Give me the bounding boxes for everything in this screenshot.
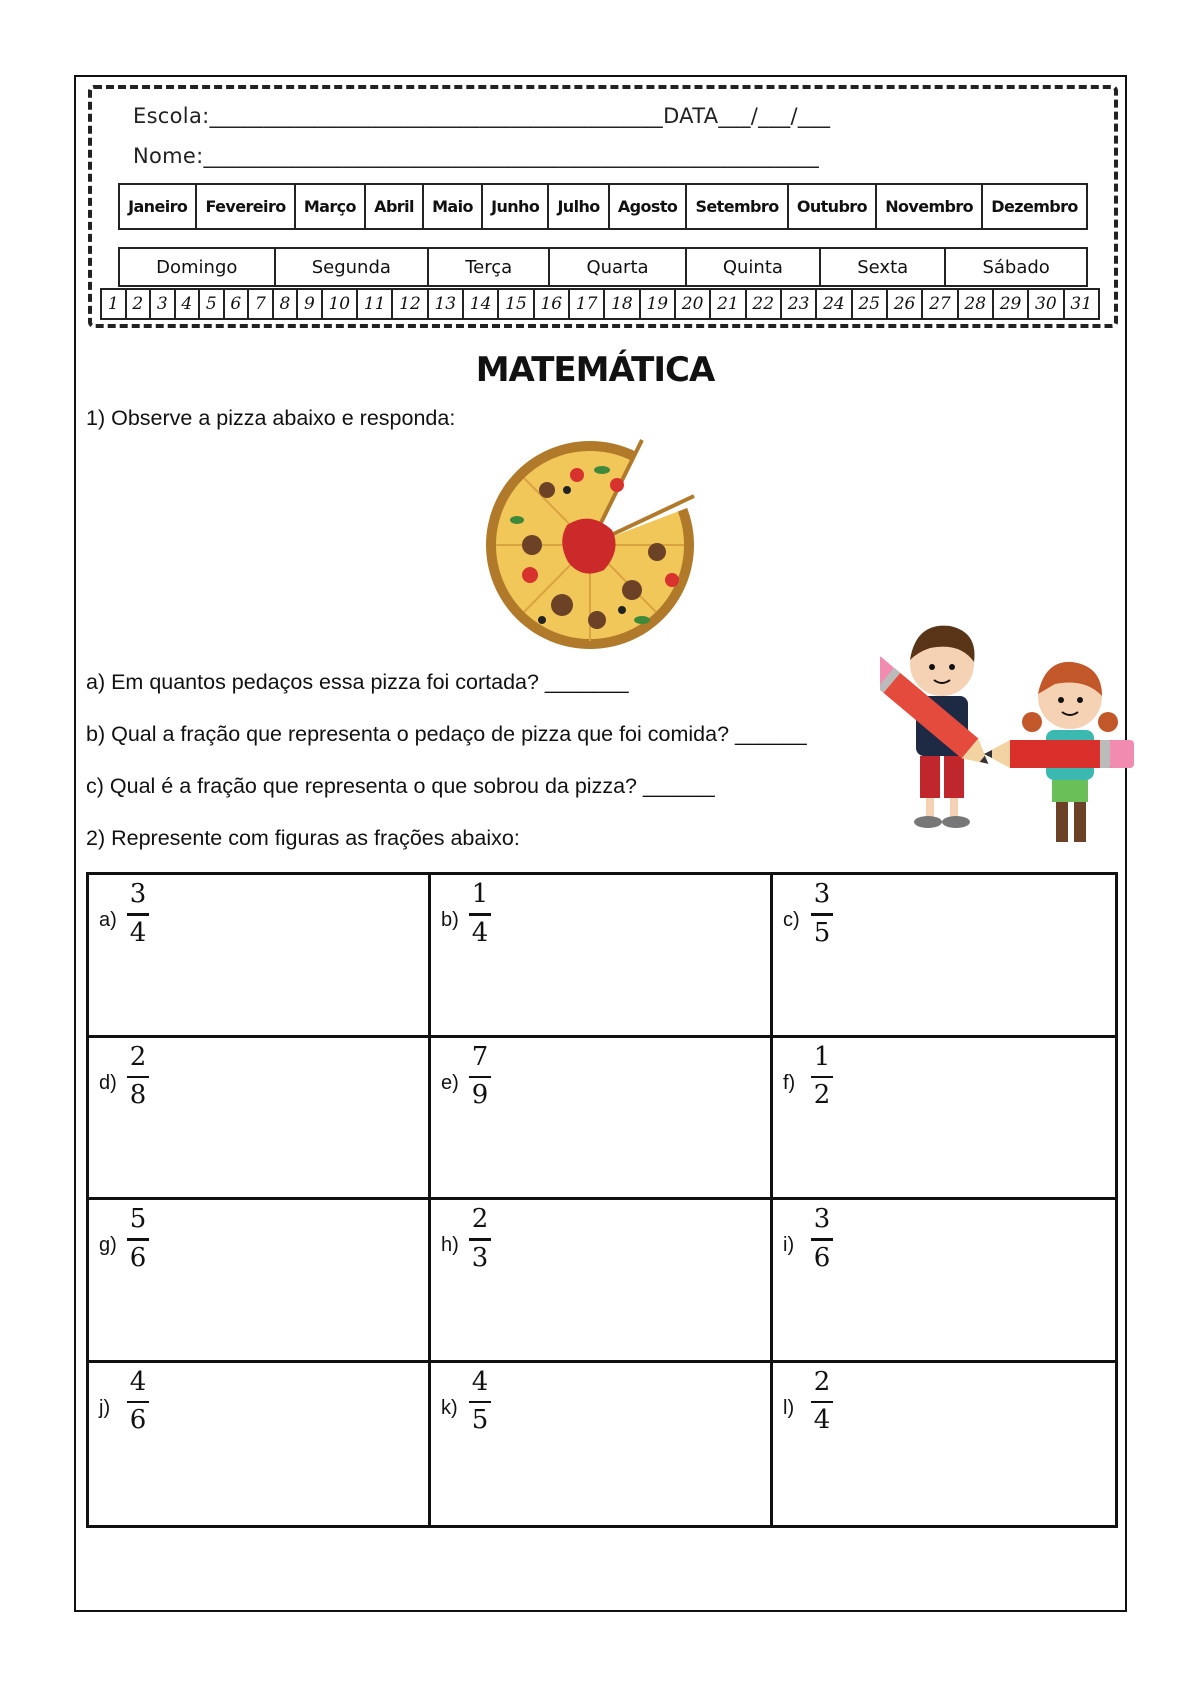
month-cell[interactable]: Julho	[549, 185, 609, 228]
fraction-cell[interactable]	[773, 1038, 1115, 1201]
day-cell[interactable]: 8	[274, 290, 299, 318]
fraction	[469, 1041, 491, 1111]
fraction	[469, 1366, 491, 1436]
fraction-cell[interactable]	[431, 875, 773, 1038]
item-label: g)	[99, 1234, 117, 1256]
month-cell[interactable]: Abril	[366, 185, 424, 228]
day-cell[interactable]: 29	[994, 290, 1029, 318]
page-title: MATEMÁTICA	[475, 350, 715, 390]
day-cell[interactable]: 5	[200, 290, 225, 318]
day-cell[interactable]: 31	[1070, 294, 1093, 314]
denominator: 8	[129, 1080, 147, 1111]
day-cell[interactable]: 16	[535, 290, 570, 318]
numerator: 2	[813, 1366, 831, 1397]
question-1b: b) Qual a fração que representa o pedaço de pizza que foi comida? ______	[86, 722, 807, 746]
fraction-bar	[127, 1401, 149, 1404]
name-field[interactable]: Nome:_________________________________________________________	[133, 144, 820, 168]
day-cell[interactable]: 7	[249, 290, 274, 318]
fraction-cell[interactable]	[773, 1363, 1115, 1526]
item-label: k)	[441, 1396, 458, 1419]
denominator: 9	[471, 1080, 489, 1111]
fraction	[127, 1206, 149, 1272]
fraction-bar	[811, 1238, 833, 1241]
day-cell[interactable]: 18	[605, 290, 640, 318]
fraction-cell[interactable]	[773, 1200, 1115, 1363]
day-cell[interactable]: 30	[1029, 290, 1064, 318]
month-cell[interactable]: Março	[296, 185, 366, 228]
weekday-cell[interactable]: Sexta	[821, 249, 946, 285]
fraction	[127, 881, 149, 947]
numerator: 1	[471, 879, 489, 909]
denominator: 5	[471, 1405, 489, 1436]
day-cell[interactable]: 1	[102, 290, 127, 318]
numerator: 3	[813, 879, 831, 909]
days-table	[100, 288, 1100, 320]
month-cell[interactable]: Novembro	[877, 185, 983, 228]
numerator: 3	[129, 879, 147, 909]
day-cell[interactable]: 25	[853, 290, 888, 318]
weekdays-table	[118, 247, 1088, 287]
day-cell[interactable]: 4	[176, 290, 201, 318]
weekday-cell[interactable]: Terça	[429, 249, 550, 285]
fraction-cell[interactable]	[431, 1038, 773, 1201]
fraction-bar	[469, 913, 491, 916]
denominator: 5	[813, 917, 831, 948]
denominator: 2	[813, 1080, 831, 1111]
fraction-cell[interactable]	[431, 1200, 773, 1363]
month-cell[interactable]: Agosto	[610, 185, 688, 228]
numerator: 2	[471, 1204, 489, 1234]
month-cell[interactable]: Outubro	[789, 185, 877, 228]
month-cell[interactable]: Setembro	[687, 185, 788, 228]
day-cell[interactable]: 21	[711, 290, 746, 318]
weekday-cell[interactable]: Sábado	[982, 256, 1050, 278]
day-cell[interactable]: 24	[817, 290, 852, 318]
item-label: d)	[99, 1071, 117, 1094]
denominator: 3	[471, 1242, 489, 1273]
weekday-cell[interactable]: Segunda	[276, 249, 430, 285]
item-label: a)	[99, 909, 117, 931]
fraction	[469, 1206, 491, 1272]
fractions-grid	[86, 872, 1118, 1528]
numerator: 7	[471, 1041, 489, 1072]
day-cell[interactable]: 2	[127, 290, 152, 318]
day-cell[interactable]: 10	[323, 290, 358, 318]
question-1c: c) Qual é a fração que representa o que sobrou da pizza? ______	[86, 774, 715, 798]
day-cell[interactable]: 9	[298, 290, 323, 318]
weekday-cell[interactable]: Quinta	[687, 249, 821, 285]
month-cell[interactable]: Fevereiro	[197, 185, 295, 228]
day-cell[interactable]: 20	[676, 290, 711, 318]
month-cell[interactable]: Dezembro	[991, 197, 1078, 216]
pizza-illustration	[472, 430, 708, 652]
question-1-prompt: 1) Observe a pizza abaixo e responda:	[86, 406, 456, 430]
school-field[interactable]: Escola:__________________________________________DATA___/___/___	[133, 104, 831, 128]
fraction	[811, 1206, 833, 1272]
weekday-cell[interactable]: Domingo	[120, 249, 276, 285]
numerator: 5	[129, 1204, 147, 1234]
denominator: 6	[129, 1405, 147, 1436]
question-1a: a) Em quantos pedaços essa pizza foi cortada? _______	[86, 670, 629, 694]
item-label: i)	[783, 1234, 795, 1256]
fraction-bar	[469, 1238, 491, 1241]
fraction-cell[interactable]	[431, 1363, 773, 1526]
day-cell[interactable]: 12	[393, 290, 428, 318]
question-2-prompt: 2) Represente com figuras as frações abaixo:	[86, 826, 520, 850]
fraction-cell[interactable]	[773, 875, 1115, 1038]
fraction	[469, 881, 491, 947]
day-cell[interactable]: 28	[959, 290, 994, 318]
fraction-bar	[811, 913, 833, 916]
fraction-bar	[811, 1401, 833, 1404]
day-cell[interactable]: 17	[570, 290, 605, 318]
weekday-cell[interactable]: Quarta	[550, 249, 686, 285]
day-cell[interactable]: 15	[499, 290, 534, 318]
item-label: j)	[99, 1396, 111, 1419]
numerator: 3	[813, 1204, 831, 1234]
denominator: 6	[813, 1242, 831, 1273]
day-cell[interactable]: 13	[429, 290, 464, 318]
fraction-cell[interactable]	[89, 1038, 431, 1201]
denominator: 4	[471, 917, 489, 948]
fraction-bar	[469, 1401, 491, 1404]
denominator: 4	[813, 1405, 831, 1436]
fraction	[811, 1366, 833, 1436]
fraction-bar	[811, 1076, 833, 1079]
item-label: e)	[441, 1071, 459, 1094]
day-cell[interactable]: 27	[923, 290, 958, 318]
day-cell[interactable]: 22	[747, 290, 782, 318]
item-label: l)	[783, 1396, 795, 1419]
day-cell[interactable]: 3	[151, 290, 176, 318]
month-cell[interactable]: Junho	[483, 185, 549, 228]
fraction-bar	[127, 913, 149, 916]
item-label: f)	[783, 1071, 796, 1094]
month-cell[interactable]: Maio	[424, 185, 483, 228]
numerator: 4	[129, 1366, 147, 1397]
item-label: c)	[783, 909, 800, 931]
item-label: h)	[441, 1234, 459, 1256]
numerator: 2	[129, 1041, 147, 1072]
day-cell[interactable]: 23	[782, 290, 817, 318]
fraction-cell[interactable]	[89, 1200, 431, 1363]
fraction	[127, 1366, 149, 1436]
item-label: b)	[441, 909, 459, 931]
fraction-bar	[127, 1238, 149, 1241]
month-cell[interactable]: Janeiro	[120, 185, 197, 228]
day-cell[interactable]: 11	[358, 290, 393, 318]
numerator: 1	[813, 1041, 831, 1072]
kids-pencils-illustration	[880, 612, 1140, 872]
months-table	[118, 183, 1088, 230]
day-cell[interactable]: 19	[641, 290, 676, 318]
fraction-bar	[127, 1076, 149, 1079]
day-cell[interactable]: 14	[464, 290, 499, 318]
denominator: 4	[129, 917, 147, 948]
fraction	[811, 1041, 833, 1111]
fraction-bar	[469, 1076, 491, 1079]
day-cell[interactable]: 6	[225, 290, 250, 318]
fraction-cell[interactable]	[89, 875, 431, 1038]
day-cell[interactable]: 26	[888, 290, 923, 318]
fraction	[811, 881, 833, 947]
fraction	[127, 1041, 149, 1111]
numerator: 4	[471, 1366, 489, 1397]
fraction-cell[interactable]	[89, 1363, 431, 1526]
denominator: 6	[129, 1242, 147, 1273]
